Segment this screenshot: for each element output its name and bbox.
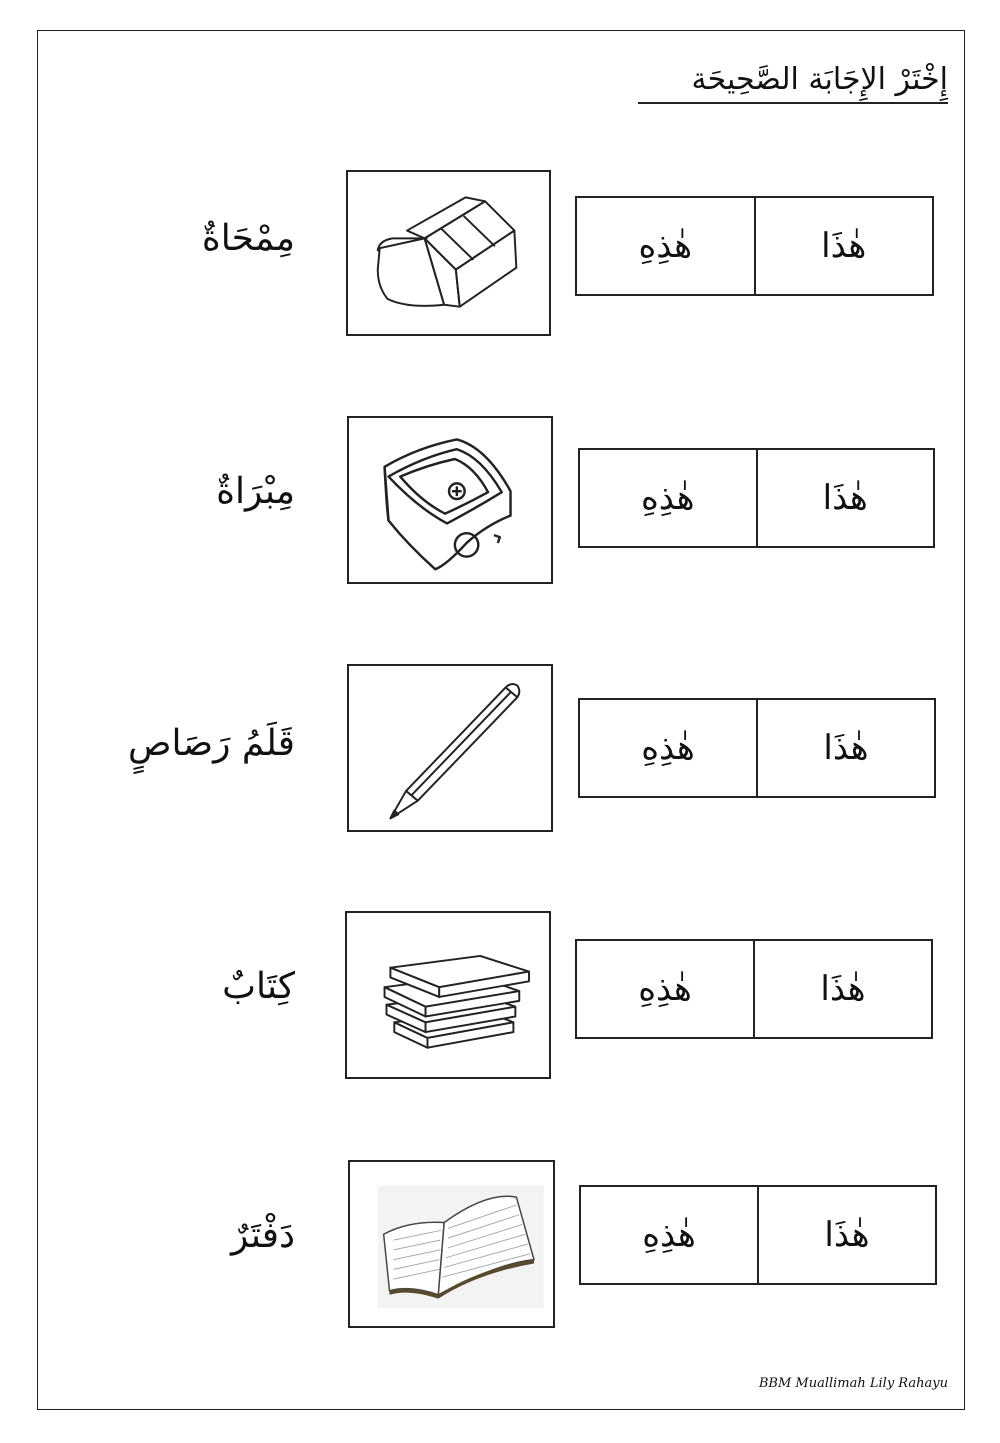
arabic-word: كِتَابٌ bbox=[222, 966, 295, 1007]
arabic-word: مِمْحَاةٌ bbox=[201, 218, 295, 259]
eraser-icon bbox=[346, 170, 551, 336]
choice-hadha[interactable]: هٰذَا bbox=[822, 478, 868, 518]
choice-hadha[interactable]: هٰذَا bbox=[821, 226, 867, 266]
choice-hadha[interactable]: هٰذَا bbox=[824, 1215, 870, 1255]
question-row bbox=[0, 663, 1000, 833]
notebook-icon bbox=[348, 1160, 555, 1328]
choice-hadha[interactable]: هٰذَا bbox=[820, 969, 866, 1009]
choice-hadhihi[interactable]: هٰذِهِ bbox=[577, 198, 756, 294]
question-row bbox=[0, 911, 1000, 1081]
question-row bbox=[0, 1160, 1000, 1330]
sharpener-icon bbox=[347, 416, 553, 584]
answer-choices bbox=[575, 196, 934, 296]
pencil-icon bbox=[347, 664, 553, 832]
arabic-word: دَفْتَرٌ bbox=[231, 1215, 295, 1256]
books-icon bbox=[345, 911, 551, 1079]
answer-choices bbox=[578, 698, 936, 798]
arabic-word: قَلَمُ رَصَاصٍ bbox=[128, 723, 295, 764]
answer-choices bbox=[575, 939, 933, 1039]
question-row bbox=[0, 168, 1000, 338]
choice-hadha[interactable]: هٰذَا bbox=[823, 728, 869, 768]
choice-hadhihi[interactable]: هٰذِهِ bbox=[577, 941, 755, 1037]
choice-hadhihi[interactable]: هٰذِهِ bbox=[580, 450, 758, 546]
author-credit: BBM Muallimah Lily Rahayu bbox=[758, 1376, 948, 1391]
choice-hadhihi[interactable]: هٰذِهِ bbox=[581, 1187, 759, 1283]
question-row bbox=[0, 416, 1000, 586]
answer-choices bbox=[578, 448, 935, 548]
arabic-word: مِبْرَاةٌ bbox=[216, 471, 295, 512]
choice-hadhihi[interactable]: هٰذِهِ bbox=[580, 700, 758, 796]
worksheet-title: إِخْتَرْ الإِجَابَة الصَّحِيحَة bbox=[638, 58, 948, 104]
answer-choices bbox=[579, 1185, 937, 1285]
